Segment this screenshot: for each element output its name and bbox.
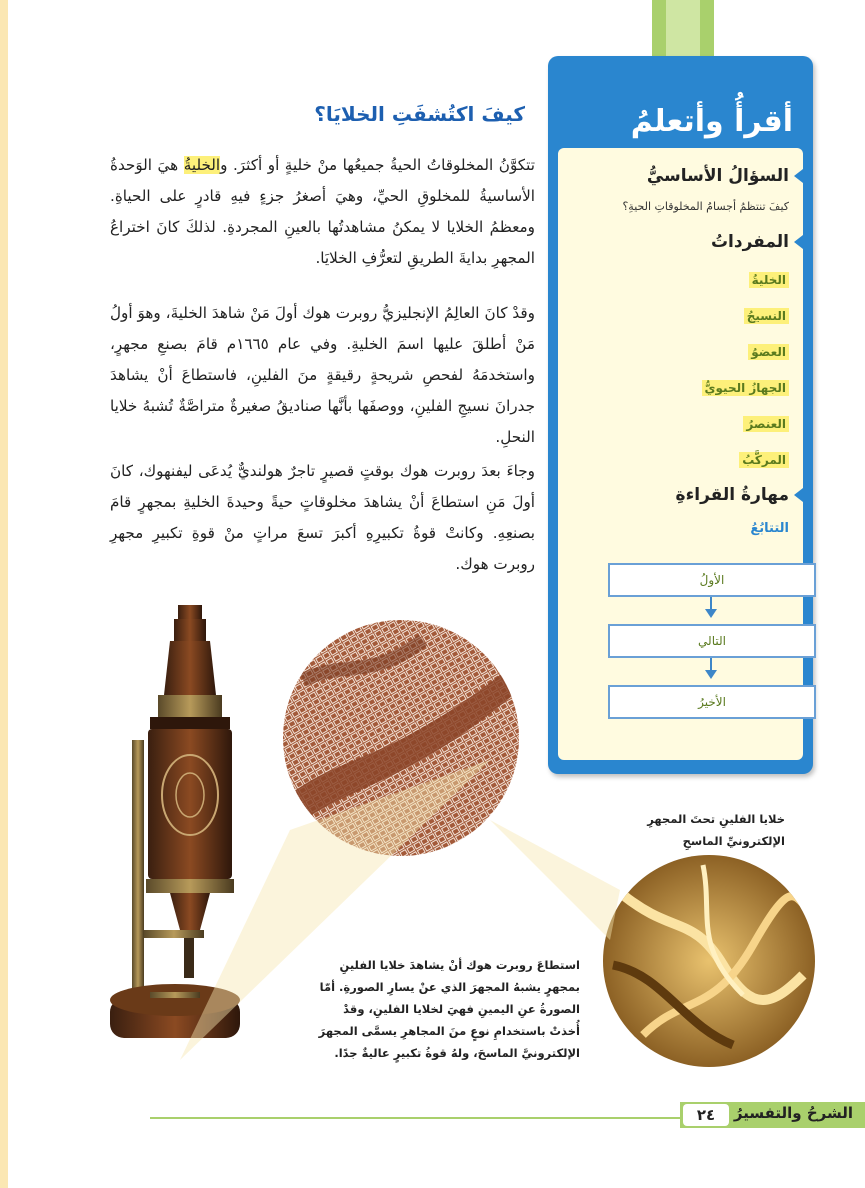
essential-question-heading: السؤالُ الأساسيُّ: [647, 166, 803, 186]
page-gutter: [0, 0, 8, 1188]
page-number: ٢٤: [683, 1104, 729, 1126]
reading-skill: التتابُعُ: [750, 521, 789, 536]
footer-section-label: الشرحُ والتفسيرُ: [733, 1104, 853, 1122]
paragraph-1-end: هيَ الوَحدةُ الأساسيةُ للمخلوقِ الحيِّ، وهيَ أصغرُ جزءٍ فيهِ قادرٍ على الحياةِ. ومعظمُ الخلايا لا يمكنُ مشاهدتُها بالعينِ المجردةِ. لذلكَ كانَ اختراعُ المجهرِ بدايةَ الطريقِ لتعرُّفِ الخلايَا.: [110, 156, 535, 267]
paragraph-3: وجاءَ بعدَ روبرت هوك بوقتٍ قصيرٍ تاجرٌ هولنديٌّ يُدعَى ليفنهوك، كانَ أولَ مَنِ استطاعَ أنْ يشاهدَ مخلوقاتٍ حيةً وحيدةَ الخليةِ بمجهرٍ قامَ بصنعِهِ. وكانتْ قوةُ تكبيرِهِ أكبرَ تسعَ مراتٍ منْ قوةِ تكبيرِ مجهرِ روبرت هوك.: [110, 462, 535, 573]
down-arrow-icon: [705, 670, 717, 679]
highlight-cell-term: الخليةُ: [183, 156, 221, 174]
vocab-term: النسيجُ: [744, 308, 789, 324]
vocabulary-heading: المفرداتُ: [711, 232, 803, 252]
down-arrow-icon: [705, 609, 717, 618]
sequence-box-next: التالي: [608, 624, 816, 658]
paragraph-1: [110, 150, 535, 274]
microscope-caption: استطاعَ روبرت هوك أنْ يشاهدَ خلايا الفلينِ بمجهرٍ يشبهُ المجهرَ الذي عنْ يسارِ الصورةِ. أمّا الصورةُ عنِ اليمينِ فهيَ لخلايا الفلينِ، وقدْ أُخذتْ باستخدامِ نوعٍ منَ المجاهرِ يسمَّى المجهرَ الإلكترونيَّ الماسحَ، ولهُ قوةُ تكبيرٍ عاليةٌ جدًا.: [318, 958, 580, 1060]
vocab-term: العنصرُ: [743, 416, 789, 432]
vocab-term: الخليةُ: [749, 272, 789, 288]
sequence-box-first: الأولُ: [608, 563, 816, 597]
paragraph-2: وقدْ كانَ العالِمُ الإنجليزيُّ روبرت هوك أولَ مَنْ شاهدَ الخليةَ، وهوَ أولُ مَنْ أطلقَ عليها اسمَ الخليةِ. وفي عام ١٦٦٥م قامَ بصنعِ مجهرٍ، واستخدمَهُ لفحصِ شريحةٍ رقيقةٍ منَ الفلينِ، فاستطاعَ أنْ يشاهدَ جدرانَ نسيجِ الفلينِ، ووصفَها بأنَّها صناديقُ صغيرةٌ متراصَّةٌ تُشبهُ خلايا النحلِ.: [110, 304, 535, 446]
vocab-term: المركَّبُ: [739, 452, 789, 468]
sidebar-title: أقرأُ وأتعلمُ: [630, 104, 793, 139]
sidebar-panel: [558, 148, 803, 760]
sequence-box-last: الأخيرُ: [608, 685, 816, 719]
flow-connector: [710, 597, 712, 609]
lesson-title: كيفَ اكتُشفَتِ الخلايَا؟: [314, 102, 525, 126]
vocab-term: الجهازُ الحيويُّ: [702, 380, 789, 396]
essential-question: كيفَ تنتظمُ أجسامُ المخلوقاتِ الحيةِ؟: [622, 200, 789, 213]
flow-connector: [710, 658, 712, 670]
footer-rule: [150, 1117, 680, 1119]
paragraph-1-start: تتكوَّنُ المخلوقاتُ الحيةُ جميعُها منْ خليةٍ أو أكثرَ. و: [220, 156, 535, 174]
read-and-learn-sidebar: [548, 56, 813, 774]
reading-skill-heading: مهارةُ القراءةِ: [676, 485, 803, 505]
vocab-term: العضوُ: [748, 344, 789, 360]
sem-caption: خلايا الفلينِ تحتَ المجهرِ الإلكترونيِّ الماسحِ: [647, 812, 785, 848]
